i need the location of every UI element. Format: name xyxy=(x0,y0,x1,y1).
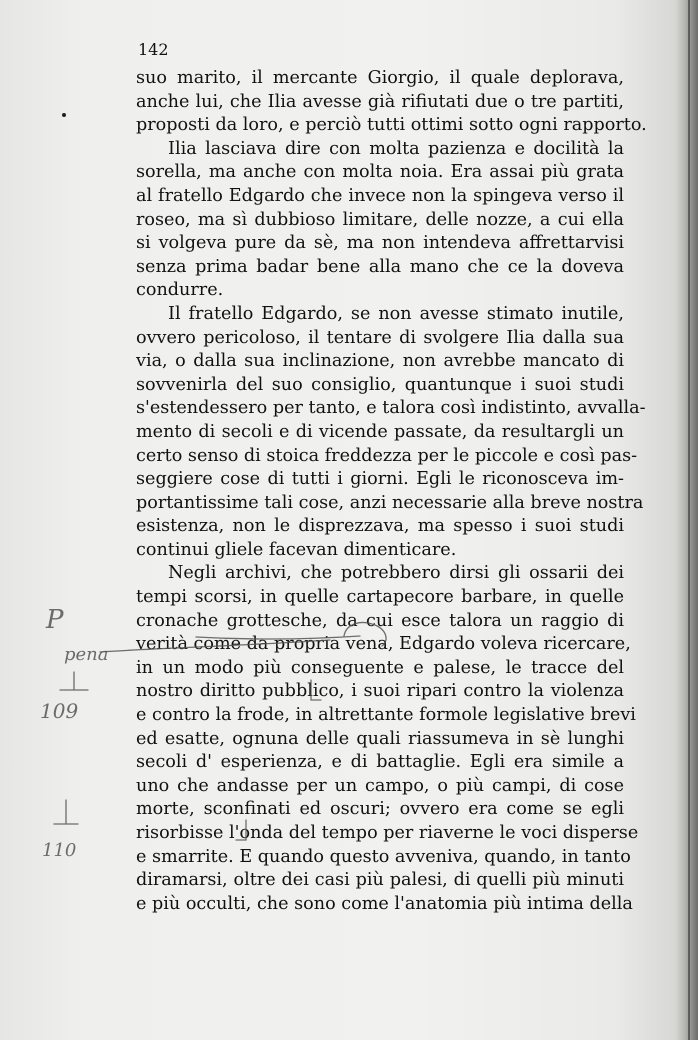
insert-mark-110 xyxy=(54,800,78,824)
text-line: Il fratello Edgardo, se non avesse stimato inutile, xyxy=(168,303,624,324)
note-109: 109 xyxy=(40,699,79,723)
text-line: secoli d' esperienza, e di battaglie. Egli era simile a xyxy=(136,752,624,773)
text-line: seggiere cose di tutti i giorni. Egli le riconosceva im- xyxy=(136,469,624,490)
insert-mark-109 xyxy=(60,672,88,690)
page-edge-shadow xyxy=(676,0,698,1040)
text-line: continui gliele facevan dimenticare. xyxy=(136,539,457,560)
text-line: certo senso di stoica freddezza per le piccole e così pas- xyxy=(136,445,638,466)
note-110: 110 xyxy=(42,840,77,861)
text-line: si volgeva pure da sè, ma non intendeva affrettarvisi xyxy=(136,233,624,254)
text-line: suo marito, il mercante Giorgio, il quale deplorava, xyxy=(136,68,624,88)
text-line: e contro la frode, in altrettante formole legislative brevi xyxy=(136,705,636,726)
note-p: P xyxy=(46,605,64,635)
text-line: cronache grottesche, da cui esce talora un raggio di xyxy=(136,610,624,631)
text-line: sorella, ma anche con molta noia. Era assai più grata xyxy=(136,162,624,183)
body-text xyxy=(136,67,647,916)
text-line: ovvero pericoloso, il tentare di svolgere Ilia dalla sua xyxy=(136,327,624,348)
text-line: verità come da propria vena, Edgardo voleva ricercare, xyxy=(136,634,631,655)
text-line: Negli archivi, che potrebbero dirsi gli ossarii dei xyxy=(168,563,624,584)
text-line: s'estendessero per tanto, e talora così indistinto, avvalla- xyxy=(136,398,646,419)
text-line: tempi scorsi, in quelle cartapecore barbare, in quelle xyxy=(136,587,624,608)
page-number: 142 xyxy=(138,40,169,59)
text-line: condurre. xyxy=(136,280,224,301)
text-line: anche lui, che Ilia avesse già rifiutati due o tre partiti, xyxy=(136,91,624,112)
text-line: ed esatte, ognuna delle quali riassumeva in sè lunghi xyxy=(136,728,624,749)
text-line: proposti da loro, e perciò tutti ottimi sotto ogni rapporto. xyxy=(136,115,647,136)
text-line: uno che andasse per un campo, o più campi, di cose xyxy=(136,775,624,796)
margin-dot xyxy=(62,113,66,117)
text-line: via, o dalla sua inclinazione, non avrebbe mancato di xyxy=(136,351,624,372)
text-line: portantissime tali cose, anzi necessarie alla breve nostra xyxy=(136,492,644,513)
text-line: in un modo più conseguente e palese, le tracce del xyxy=(136,657,624,678)
text-line: diramarsi, oltre dei casi più palesi, di quelli più minuti xyxy=(136,870,624,891)
text-line: nostro diritto pubblico, i suoi ripari contro la violenza xyxy=(136,681,624,702)
text-line: senza prima badar bene alla mano che ce la doveva xyxy=(136,256,624,277)
text-line: roseo, ma sì dubbioso limitare, delle nozze, a cui ella xyxy=(136,209,624,230)
text-line: esistenza, non le disprezzava, ma spesso i suoi studi xyxy=(136,516,624,537)
text-line: mento di secoli e di vicende passate, da resultargli un xyxy=(136,421,624,442)
text-line: e smarrite. E quando questo avveniva, quando, in tanto xyxy=(136,846,631,867)
text-line: morte, sconfinati ed oscuri; ovvero era come se egli xyxy=(136,799,624,820)
note-pena: pena xyxy=(64,644,109,665)
text-line: al fratello Edgardo che invece non la spingeva verso il xyxy=(136,185,624,206)
text-line: Ilia lasciava dire con molta pazienza e docilità la xyxy=(168,138,624,159)
text-line: risorbisse l'onda del tempo per riaverne le voci disperse xyxy=(136,823,639,843)
text-line: sovvenirla del suo consiglio, quantunque i suoi studi xyxy=(136,374,624,395)
page-edge-line xyxy=(688,0,690,1040)
text-line: e più occulti, che sono come l'anatomia più intima della xyxy=(136,893,633,914)
